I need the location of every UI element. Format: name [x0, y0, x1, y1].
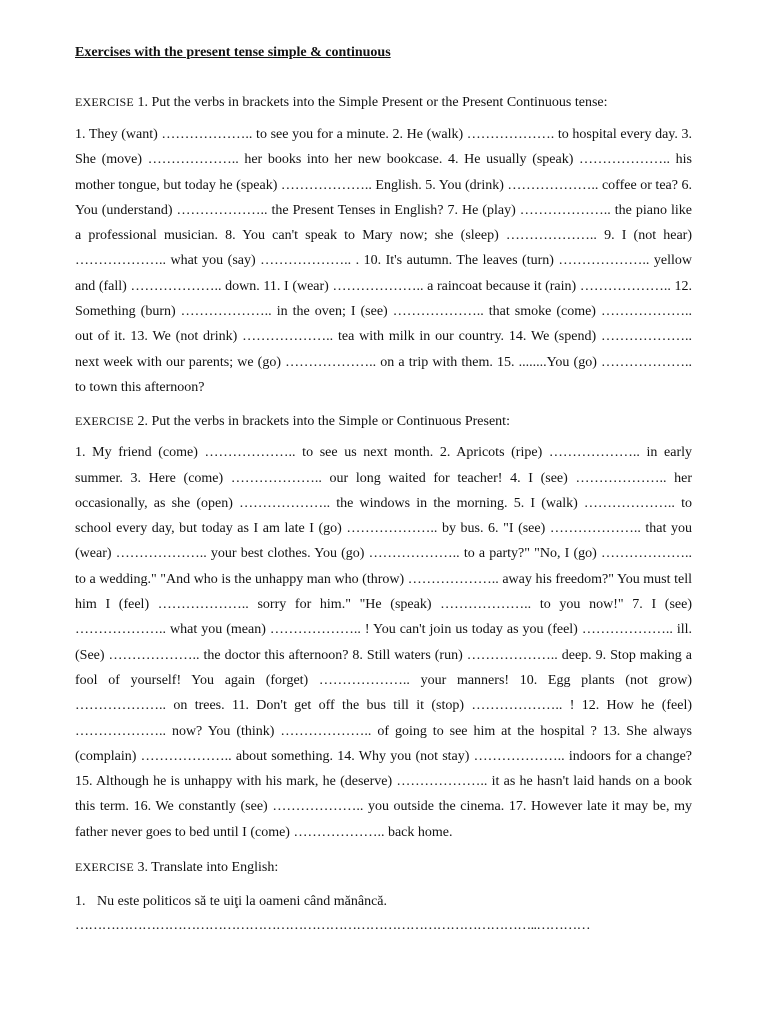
exercise-2-instruction: 2. Put the verbs in brackets into the Simple or Continuous Present: — [133, 414, 510, 430]
exercise-3-label: EXERCISE — [75, 860, 134, 875]
translation-item — [75, 893, 692, 911]
exercise-1-label: EXERCISE — [75, 95, 134, 109]
answer-dotted-line: …………………………………………………………………………………………..………… — [75, 918, 591, 934]
page-title: Exercises with the present tense simple & continuous — [75, 45, 391, 60]
exercise-3-heading — [75, 858, 692, 877]
exercise-1-instruction: 1. Put the verbs in brackets into the Simple Present or the Present Continuous tense: — [133, 95, 608, 110]
worksheet-page — [75, 38, 692, 935]
translation-item-number: 1. — [75, 894, 86, 910]
exercise-1-text: 1. They (want) ……………….. to see you for a minute. 2. He (walk) ………………. to hospital every day. 3. She (move) ……………….. her books into her new bookcase. 4. He usually (speak) ……………….. his mother tongue, but today he (speak) ……………….. English. 5. You (drink) ……………….. coffee or tea? 6. You (understand) ……………….. the Present Tenses in English? 7. He (play) ……………….. the piano like a professional musician. 8. You can't speak to Mary now; she (sleep) ……………….. 9. I (not hear) ……………….. what you (say) ……………….. . 10. It's autumn. The leaves (turn) ……………….. yellow and (fall) ……………….. down. 11. I (wear) ……………….. a raincoat because it (rain) ……………….. 12. Something (burn) ……………….. in the oven; I (see) ……………….. that smoke (come) ……………….. out of it. 13. We (not drink) ……………….. tea with milk in our country. 14. We (spend) ……………….. next week with our parents; we (go) ……………….. on a trip with them. 15. ........You (go) ……………….. to town this afternoon? — [75, 127, 692, 395]
exercise-2-text: 1. My friend (come) ……………….. to see us next month. 2. Apricots (ripe) ……………….. in early summer. 3. Here (come) ……………….. our long waited for teacher! 4. I (see) ……………….. her occasionally, as she (open) ……………….. the windows in the morning. 5. I (walk) ……………….. to school every day, but today as I am late I (go) ……………….. by bus. 6. "I (see) ……………….. that you (wear) ……………….. your best clothes. You (go) ……………….. to a party?" "No, I (go) ……………….. to a wedding." "And who is the unhappy man who (throw) ……………….. away his freedom?" You must tell him I (feel) ……………….. sorry for him." "He (speak) ……………….. to you now!" 7. I (see) ……………….. what you (mean) ……………….. ! You can't join us today as you (feel) ……………….. ill. (See) ……………….. the doctor this afternoon? 8. Still waters (run) ……………….. deep. 9. Stop making a fool of yourself! You again (forget) ……………….. your manners! 10. Egg plants (not grow) ……………….. on trees. 11. Don't get off the bus till it (stop) ……………….. ! 12. How he (feel) ……………….. now? You (think) ……………….. of going to see him at the hospital ? 13. She always (complain) ……………….. about something. 14. Why you (not stay) ……………….. indoors for a change? 15. Although he is unhappy with his mark, he (deserve) ……………….. it as he hasn't laid hands on a book this term. 16. We constantly (see) ……………….. you outside the cinema. 17. However late it may be, my father never goes to bed until I (come) ……………….. back home. — [75, 445, 692, 840]
translation-item-text: Nu este politicos să te uiţi la oameni când mănâncă. — [97, 894, 388, 910]
exercise-1-heading — [75, 93, 692, 112]
exercise-3-instruction: 3. Translate into English: — [133, 860, 279, 876]
exercise-2-heading — [75, 412, 692, 431]
exercise-2-label: EXERCISE — [75, 414, 134, 429]
